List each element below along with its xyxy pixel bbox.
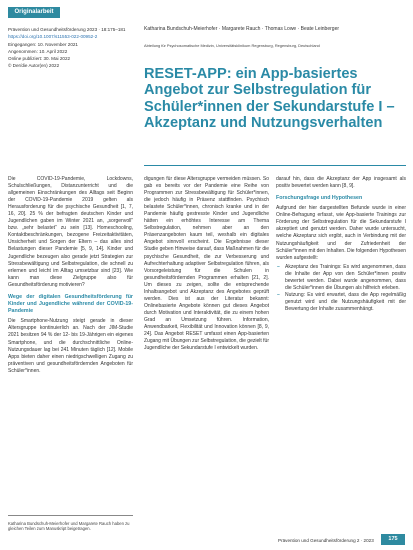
- hypotheses-list: [276, 264, 406, 313]
- accepted-date: Angenommen: 10. April 2022: [8, 48, 68, 54]
- author-affiliation: Abteilung für Psychosomatische Medizin, Universitätsklinikum Regensburg, Regensburg, Deutschland: [144, 43, 320, 48]
- page-number: 175: [381, 534, 405, 545]
- doi-link[interactable]: https://doi.org/10.1007/s11553-022-00952-2: [8, 34, 98, 40]
- footnote: Katharina Bundschuh-Meierhofer und Margarete Rauch haben zu gleichen Teilen zum Manuskript beigetragen.: [8, 521, 130, 532]
- title-divider: [144, 165, 406, 166]
- body-paragraph: digungen für diese Altersgruppe vermeiden müssen. So gab es bereits vor der Pandemie eine Reihe von Programmen zur Stressbewältigung für Schüler*innen, die jedoch häufig in Präsenz stattfinden. Psychisch belastete Schüler*innen, chronisch kranke und in der Pandemie häufig gestresste Kinder und Jugendliche hätten ein erhöhtes Interesse am Thema Selbstregulation, nehmen aber an den Präsenzangeboten kaum teil, weshalb ein digitales Angebot sinnvoll erscheint. Die Ergebnisse dieser Studie geben Hinweise darauf, dass Maßnahmen für die psychische Gesundheit, die zur Verbesserung und Aufrechterhaltung adaptiver Selbstregulation führen, als Vorsorgeleistung für die Schulen in gesundheitsfördernden Programmen erhalten [21, 2]. Um dieses zu zeigen, sollte die entsprechende Inhaltsangebot und Akzeptanz des Angebotes geprüft werden. Dies ist aus der Literatur bekannt: Onlinebasierte Angebote können gut dieses Angebot durch Motivation und Interaktivität, die zu einem hohen Grad an Umsetzung führen. Information, Anwendbarkeit, Flexibilität und Innovation können [8, 9, 24]. Das Angebot RESET umfasst einen App-basierten Zugang mit Übungen zur Selbstregulation, die gezielt für Jugendliche der Sekundarstufe I entwickelt wurden.: [144, 176, 269, 352]
- column-3: [276, 176, 406, 313]
- body-paragraph: darauf hin, dass die Akzeptanz der App insgesamt als positiv bewertet werden kann [8, 9].: [276, 176, 406, 190]
- article-metadata: [8, 26, 138, 70]
- body-paragraph: Die Smartphone-Nutzung steigt gerade in dieser Altersgruppe kontinuierlich an. Nach der JIM-Studie 2021 besitzen 94 % der 12- bis 19-Jährigen ein eigenes Smartphone, und die durchschnittliche Online-Nutzungsdauer lag bei 241 Minuten täglich [12]. Mobile Apps bieten daher einen niedrigschwelligen Zugang zu präventiven und gesundheitsfördernden Angeboten für Schüler*innen.: [8, 318, 133, 374]
- section-heading-research-question: Forschungsfrage und Hypothesen: [276, 195, 363, 202]
- received-date: Eingegangen: 10. November 2021: [8, 41, 78, 47]
- list-item: – Akzeptanz des Trainings: Es wird angenommen, dass die Inhalte der App von den Schüler*innen positiv bewertet werden. Dabei wurde angenommen, dass die Schüler*innen die Übungen als hilfreich erleben.: [276, 264, 406, 292]
- intro-paragraph: Die COVID-19-Pandemie, Lockdowns, Schulschließungen, Distanzunterricht und die allgemeinen Einschränkungen des Alltags seit Beginn der COVID-19-Pandemie 2019 gelten als Herausforderung für die psychische Gesundheit [1, 7, 16, 20]. 25 % der befragten deutschen Kinder und Jugendlichen gaben im Winter 2021 an, „sorgenvoll“ bzw. „sehr belastet“ zu sein [13]. Homeschooling, Kontaktbeschränkungen, bezogene Freizeitaktivitäten, Unsicherheit und Sorgen der Eltern – das alles sind Belastungen dieser Pandemie [5, 9, 14]. Kinder und Jugendliche bezeugen also gerade jetzt Strategien zur Stressbewältigung und Selbstregulation, die schnell zu erlernen und leicht im Alltag umsetzbar sind [23]. Wie kann man diese Zielgruppe also für Gesundheitsförderung motivieren?: [8, 176, 133, 288]
- journal-footer: Prävention und Gesundheitsförderung 2 · 2023: [278, 538, 374, 543]
- journal-citation: Prävention und Gesundheitsförderung 2023 · 18:175–181: [8, 27, 126, 32]
- article-title: RESET-APP: ein App-basiertes Angebot zur Selbstregulation für Schüler*innen der Sekundarstufe I – Akzeptanz und Nutzungsverhalten: [144, 66, 395, 131]
- section-heading-digital-health: Wege der digitalen Gesundheitsförderung für Kinder und Jugendliche während der COVID-19-Pandemie: [8, 293, 133, 315]
- footnote-divider: [8, 515, 133, 516]
- body-paragraph: Aufgrund der hier dargestellten Befunde wurde in einer Online-Befragung erfasst, wie App-basierte Trainings zur Förderung der Selbstregulation für die Sekundarstufe I akzeptiert und genutzt werden. Daher wurde untersucht, welche Akzeptanz sich ergibt, auch in Verbindung mit der Nutzungshäufigkeit und der Zufriedenheit der Schüler*innen mit den Inhalten. Die folgenden Hypothesen wurden aufgestellt:: [276, 205, 406, 261]
- column-1: [8, 176, 133, 375]
- list-item: – Nutzung: Es wird erwartet, dass die App regelmäßig genutzt wird und die Nutzungshäufigkeit mit der Bewertung der Inhalte zusammenhängt.: [276, 292, 406, 313]
- published-date: Online publiziert: 30. Mai 2022: [8, 56, 71, 62]
- column-2: [144, 176, 269, 352]
- copyright: © Der/die Autor(en) 2022: [8, 63, 60, 69]
- author-list: Katharina Bundschuh-Meierhofer · Margarete Rauch · Thomas Lowe · Beate Leinberger: [144, 26, 340, 32]
- article-type-tag: Originalarbeit: [8, 7, 60, 18]
